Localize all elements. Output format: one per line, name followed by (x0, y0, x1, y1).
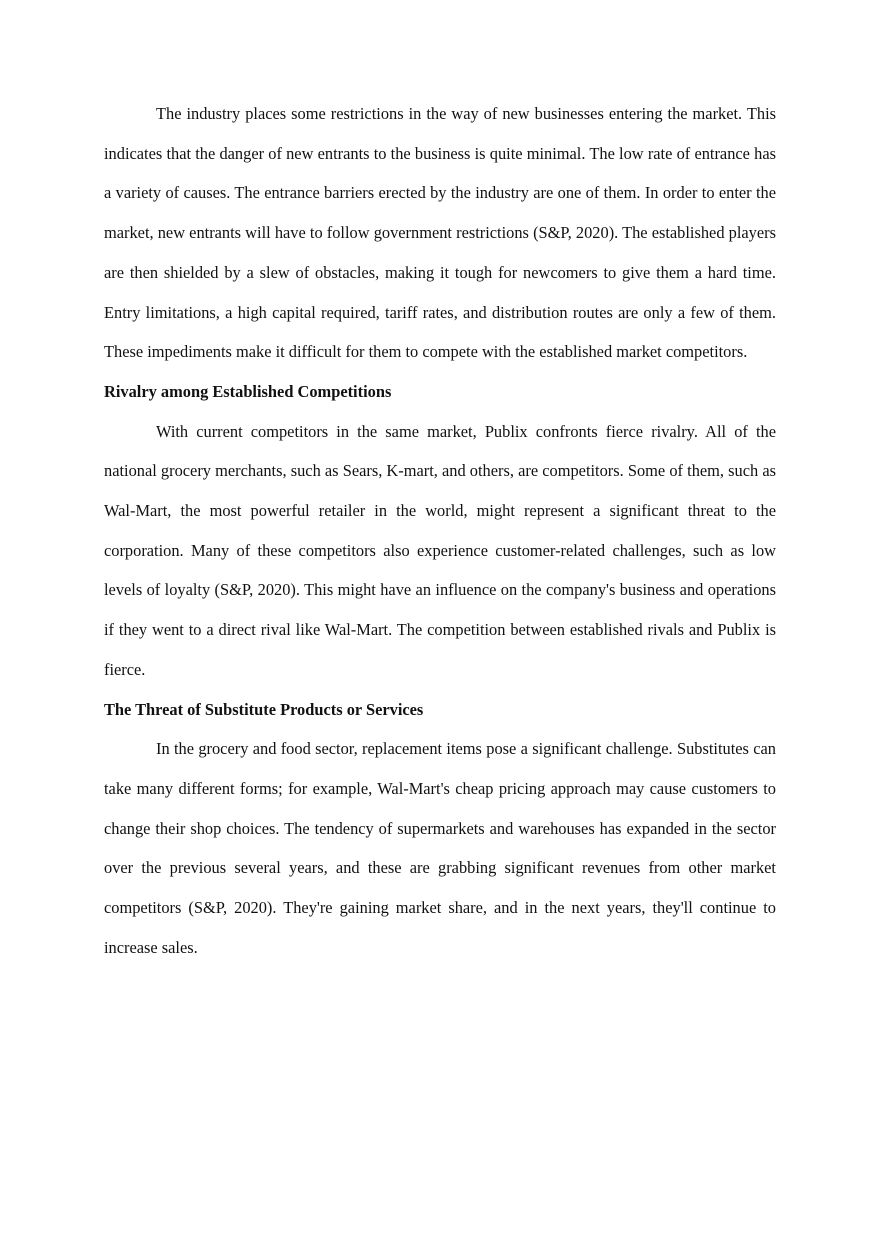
paragraph-new-entrants: The industry places some restrictions in the way of new businesses entering the market. This indicates that the danger of new entrants to the business is quite minimal. The low rate of entrance has a variety of causes. The entrance barriers erected by the industry are one of them. In order to enter the market, new entrants will have to follow government restrictions (S&P, 2020). The established players are then shielded by a slew of obstacles, making it tough for newcomers to give them a hard time. Entry limitations, a high capital required, tariff rates, and distribution routes are only a few of them. These impediments make it difficult for them to compete with the established market competitors. (104, 104, 776, 362)
paragraph-rivalry: With current competitors in the same market, Publix confronts fierce rivalry. All of the national grocery merchants, such as Sears, K-mart, and others, are competitors. Some of them, such as Wal-Mart, the most powerful retailer in the world, might represent a significant threat to the corporation. Many of these competitors also experience customer-related challenges, such as low levels of loyalty (S&P, 2020). This might have an influence on the company's business and operations if they went to a direct rival like Wal-Mart. The competition between established rivals and Publix is fierce. (104, 421, 776, 679)
heading-substitutes: The Threat of Substitute Products or Services (104, 699, 424, 719)
document-body (104, 94, 776, 967)
paragraph-substitutes: In the grocery and food sector, replacement items pose a significant challenge. Substitutes can take many different forms; for example, Wal-Mart's cheap pricing approach may cause customers to change their shop choices. The tendency of supermarkets and warehouses has expanded in the sector over the previous several years, and these are grabbing significant revenues from other market competitors (S&P, 2020). They're gaining market share, and in the next years, they'll continue to increase sales. (104, 739, 776, 957)
heading-rivalry: Rivalry among Established Competitions (104, 381, 392, 401)
